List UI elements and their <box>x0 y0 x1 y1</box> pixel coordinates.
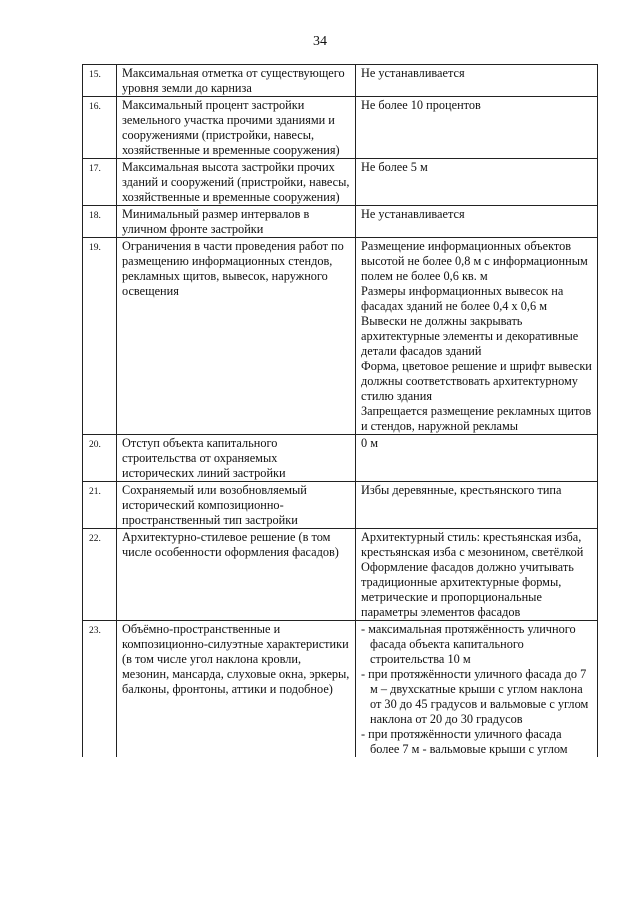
table-row <box>83 159 598 206</box>
parameter-name: Сохраняемый или возобновляемый исторический композиционно-пространственный тип застройки <box>117 482 356 529</box>
table-row <box>83 482 598 529</box>
parameter-value <box>356 435 598 482</box>
value-line: Оформление фасадов должно учитывать традиционные архитектурные формы, метрические и пропорциональные параметры элементов фасадов <box>361 560 574 619</box>
value-line: Размеры информационных вывесок на фасадах зданий не более 0,4 х 0,6 м <box>361 284 564 313</box>
value-line: Не более 10 процентов <box>361 98 481 112</box>
page-number: 34 <box>313 34 327 49</box>
table-row <box>83 529 598 621</box>
value-line: Размещение информационных объектов высотой не более 0,8 м с информационным полем не более 0,6 кв. м <box>361 239 588 283</box>
parameter-name: Отступ объекта капитального строительства от охраняемых исторических линий застройки <box>117 435 356 482</box>
row-number: 18. <box>83 206 117 238</box>
value-line: Избы деревянные, крестьянского типа <box>361 483 562 497</box>
table-row <box>83 238 598 435</box>
row-number: 23. <box>83 621 117 758</box>
parameter-name: Максимальная отметка от существующего уровня земли до карниза <box>117 65 356 97</box>
parameter-name: Объёмно-пространственные и композиционно-силуэтные характеристики (в том числе угол наклона кровли, мезонин, мансарда, слуховые окна, эркеры, балконы, фронтоны, аттики и подобное) <box>117 621 356 758</box>
parameter-value <box>356 529 598 621</box>
parameter-value <box>356 482 598 529</box>
value-line: Форма, цветовое решение и шрифт вывески должны соответствовать архитектурному стилю здания <box>361 359 592 403</box>
parameter-name: Ограничения в части проведения работ по размещению информационных стендов, рекламных щитов, вывесок, наружного освещения <box>117 238 356 435</box>
row-number: 15. <box>83 65 117 97</box>
value-line: Не устанавливается <box>361 66 465 80</box>
parameter-name: Максимальный процент застройки земельного участка прочими зданиями и сооружениями (пристройки, навесы, хозяйственные и временные сооружения) <box>117 97 356 159</box>
table-row <box>83 435 598 482</box>
parameter-name: Минимальный размер интервалов в уличном фронте застройки <box>117 206 356 238</box>
table-row <box>83 206 598 238</box>
regulations-table <box>82 64 598 757</box>
table-row <box>83 621 598 758</box>
value-line: 0 м <box>361 436 379 450</box>
row-number: 16. <box>83 97 117 159</box>
parameter-name: Максимальная высота застройки прочих зданий и сооружений (пристройки, навесы, хозяйственные и временные сооружения) <box>117 159 356 206</box>
value-line: Не устанавливается <box>361 207 465 221</box>
value-line: - максимальная протяжённость уличного фасада объекта капитального строительства 10 м <box>361 622 576 666</box>
parameter-value <box>356 97 598 159</box>
table-row <box>83 97 598 159</box>
row-number: 20. <box>83 435 117 482</box>
value-line: Запрещается размещение рекламных щитов и стендов, наружной рекламы <box>361 404 592 433</box>
row-number: 17. <box>83 159 117 206</box>
value-line: Архитектурный стиль: крестьянская изба, крестьянская изба с мезонином, светёлкой <box>361 530 584 559</box>
parameter-value <box>356 621 598 758</box>
value-line: Не более 5 м <box>361 160 428 174</box>
parameter-name: Архитектурно-стилевое решение (в том числе особенности оформления фасадов) <box>117 529 356 621</box>
parameter-value <box>356 65 598 97</box>
row-number: 19. <box>83 238 117 435</box>
parameter-value <box>356 159 598 206</box>
row-number: 21. <box>83 482 117 529</box>
value-line: - при протяжённости уличного фасада до 7 м – двухскатные крыши с углом наклона от 30 до 45 градусов и вальмовые с углом наклона от 20 до 30 градусов <box>361 667 589 726</box>
row-number: 22. <box>83 529 117 621</box>
parameter-value <box>356 206 598 238</box>
value-line: Вывески не должны закрывать архитектурные элементы и декоративные детали фасадов зданий <box>361 314 579 358</box>
parameter-value <box>356 238 598 435</box>
value-line: - при протяжённости уличного фасада более 7 м - вальмовые крыши с углом <box>361 727 568 756</box>
table-row <box>83 65 598 97</box>
